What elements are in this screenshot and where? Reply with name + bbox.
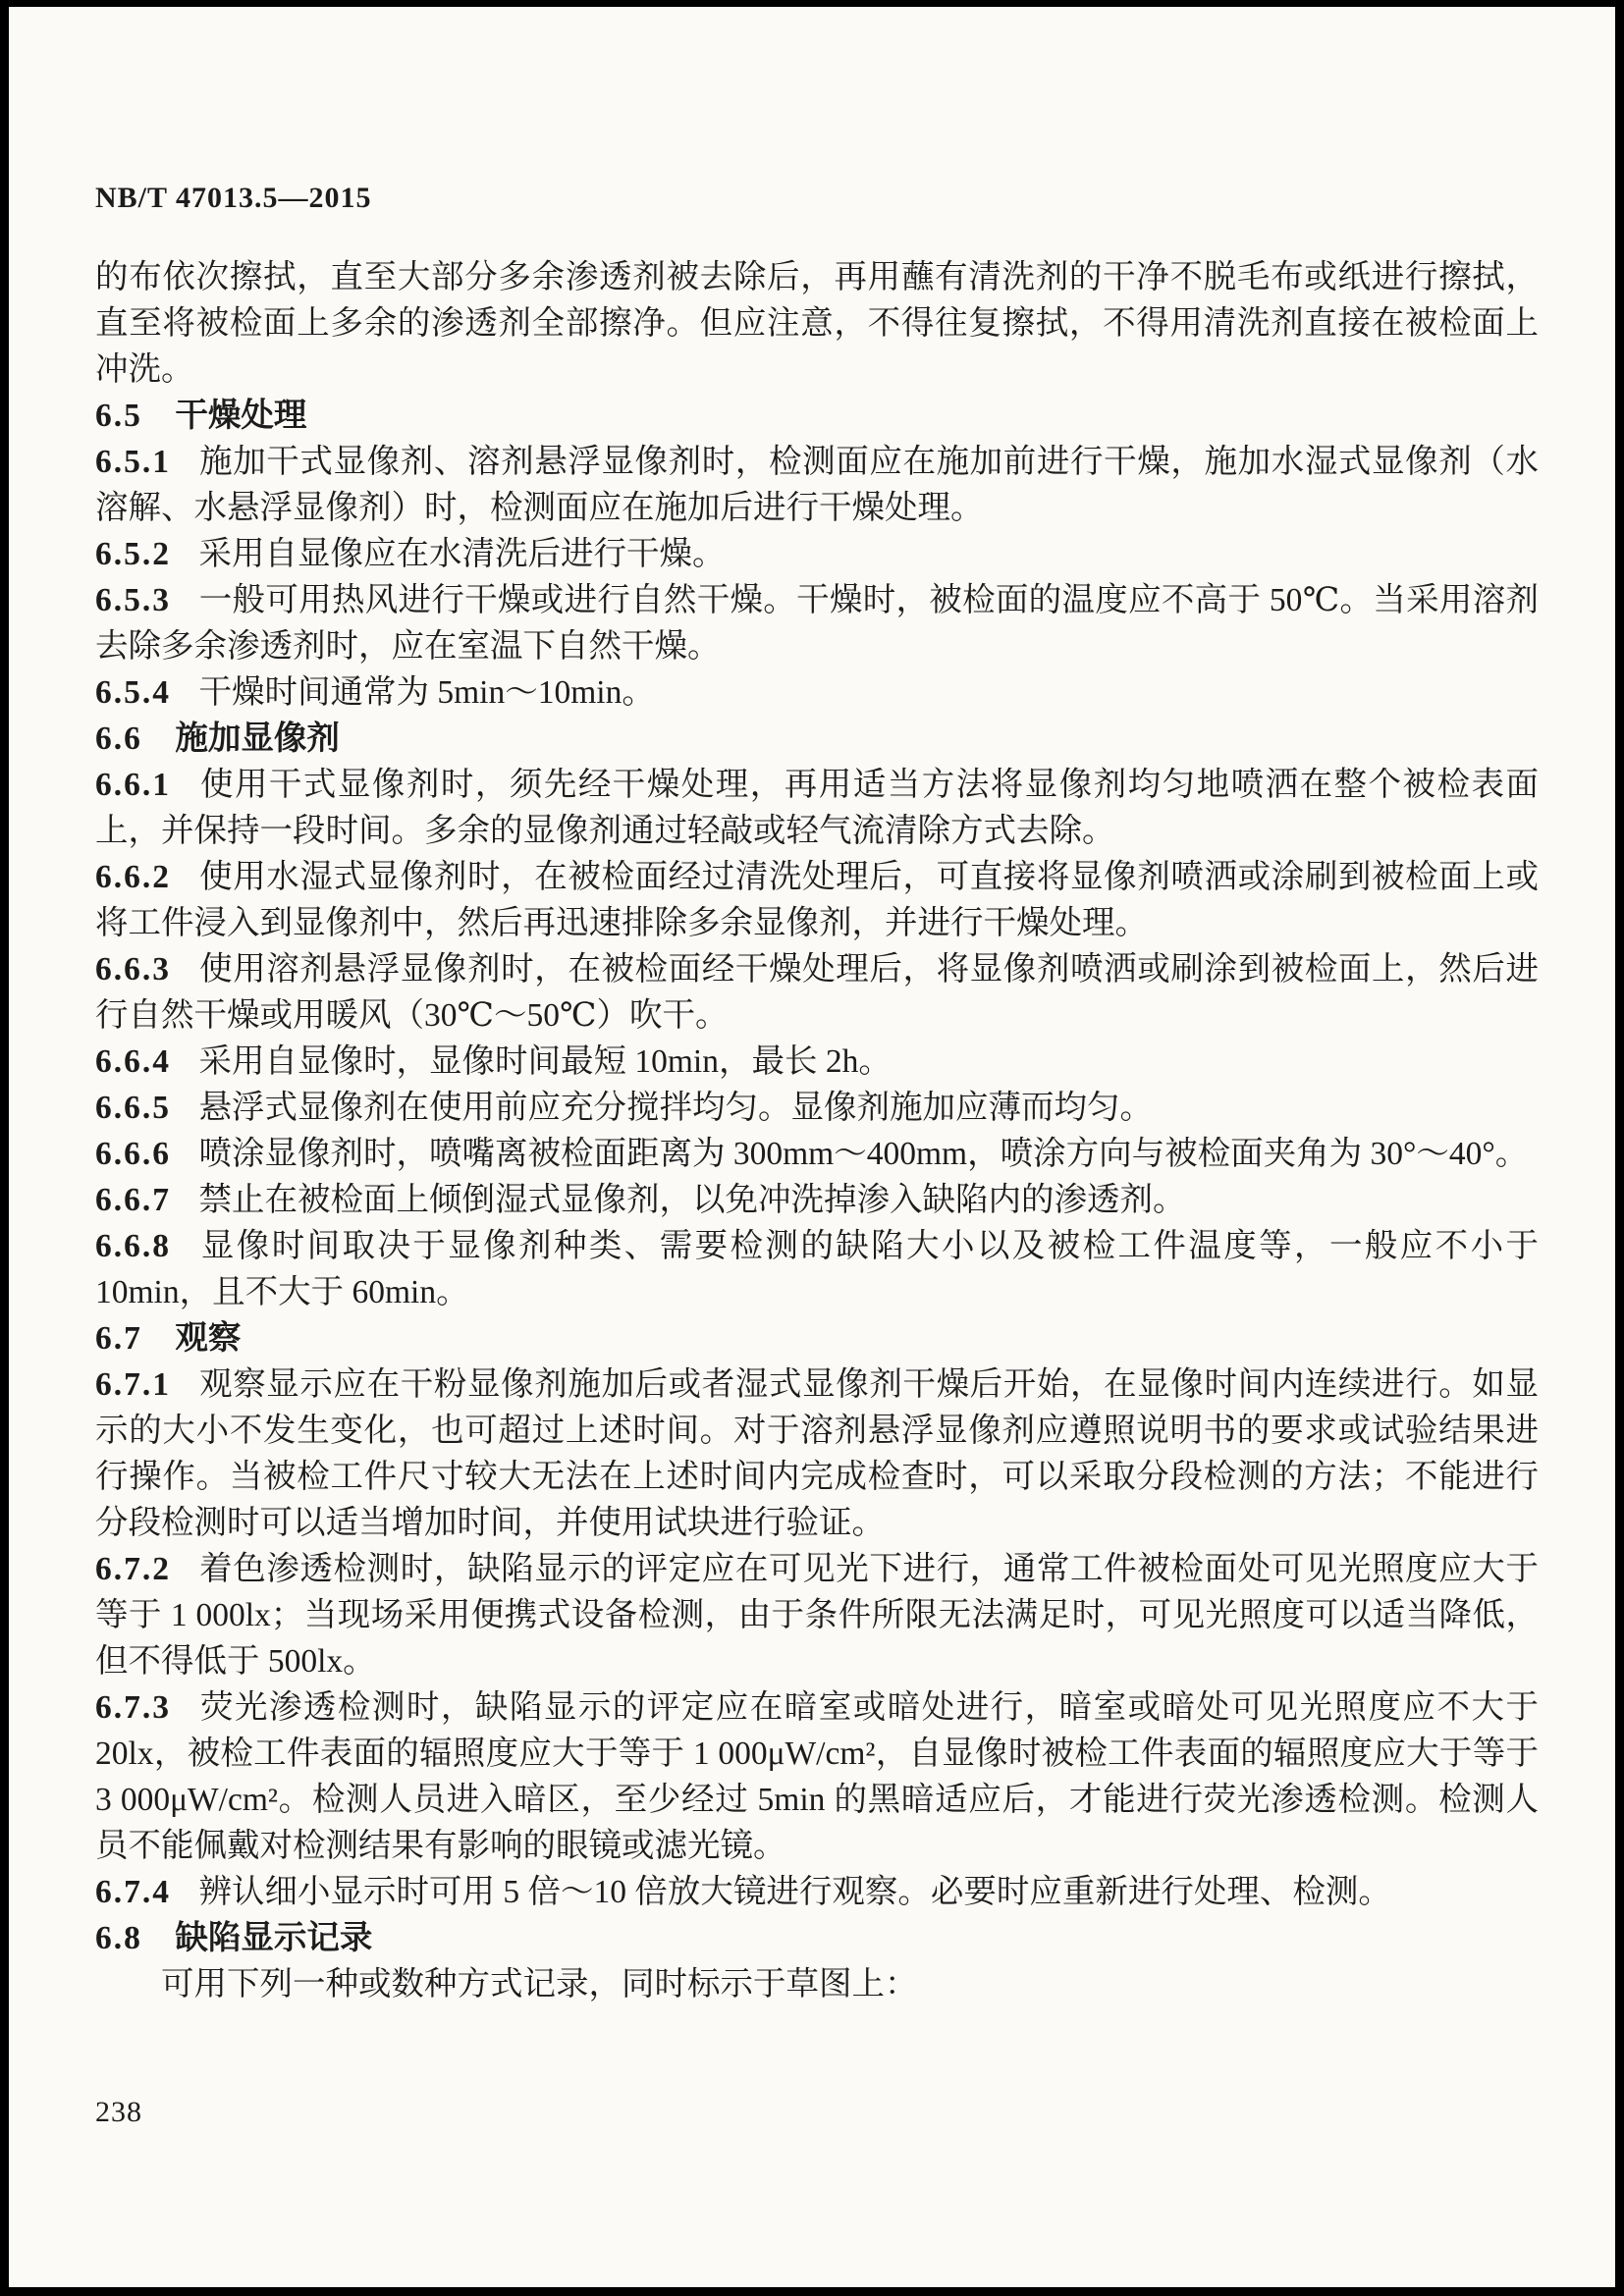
paragraph (95, 762, 1539, 854)
paragraph (95, 1546, 1539, 1684)
clause-text: 使用溶剂悬浮显像剂时，在被检面经干燥处理后，将显像剂喷洒或刷涂到被检面上，然后进行自然干燥或用暖风（30℃～50℃）吹干。 (95, 951, 1539, 1034)
clause-number: 6.7.2 (95, 1551, 171, 1587)
clause-text: 观察 (175, 1320, 242, 1357)
clause-text: 缺陷显示记录 (175, 1920, 373, 1956)
clause-text: 辨认细小显示时可用 5 倍～10 倍放大镜进行观察。必要时应重新进行处理、检测。 (198, 1874, 1391, 1910)
paragraph (95, 531, 1539, 577)
clause-number: 6.6.1 (95, 767, 171, 803)
clause-number: 6.5.1 (95, 444, 171, 480)
clause-text: 施加显像剂 (175, 721, 340, 757)
clause-number: 6.5.2 (95, 536, 171, 572)
clause-number: 6.7 (95, 1320, 142, 1357)
standard-number-header: NB/T 47013.5—2015 (95, 182, 372, 214)
paragraph (95, 1961, 1539, 2007)
clause-number: 6.6.5 (95, 1090, 171, 1126)
paragraph (95, 577, 1539, 669)
paragraph (95, 1223, 1539, 1315)
clause-text: 采用自显像时，显像时间最短 10min，最长 2h。 (198, 1043, 892, 1080)
page-number: 238 (95, 2096, 142, 2128)
clause-number: 6.6 (95, 721, 142, 757)
clause-number: 6.7.3 (95, 1689, 171, 1726)
clause-text: 一般可用热风进行干燥或进行自然干燥。干燥时，被检面的温度应不高于 50℃。当采用溶剂去除多余渗透剂时，应在室温下自然干燥。 (95, 582, 1539, 665)
clause-text: 禁止在被检面上倾倒湿式显像剂，以免冲洗掉渗入缺陷内的渗透剂。 (198, 1182, 1186, 1218)
paragraph (95, 1131, 1539, 1177)
paragraph (95, 1869, 1539, 1915)
paragraph (95, 1915, 1539, 1961)
paragraph (95, 1177, 1539, 1223)
clause-text: 使用水湿式显像剂时，在被检面经过清洗处理后，可直接将显像剂喷洒或涂刷到被检面上或将工件浸入到显像剂中，然后再迅速排除多余显像剂，并进行干燥处理。 (95, 859, 1539, 941)
clause-text: 的布依次擦拭，直至大部分多余渗透剂被去除后，再用蘸有清洗剂的干净不脱毛布或纸进行擦拭，直至将被检面上多余的渗透剂全部擦净。但应注意，不得往复擦拭，不得用清洗剂直接在被检面上冲洗。 (95, 259, 1539, 388)
paragraph (95, 1362, 1539, 1546)
paragraph (95, 946, 1539, 1039)
clause-number: 6.8 (95, 1920, 142, 1956)
paragraph (95, 716, 1539, 762)
clause-text: 干燥处理 (175, 398, 307, 434)
paragraph (95, 439, 1539, 531)
clause-text: 干燥时间通常为 5min～10min。 (198, 674, 655, 711)
clause-number: 6.7.4 (95, 1874, 171, 1910)
clause-number: 6.6.2 (95, 859, 171, 895)
clause-number: 6.6.6 (95, 1136, 171, 1172)
paragraph (95, 669, 1539, 716)
clause-text: 显像时间取决于显像剂种类、需要检测的缺陷大小以及被检工件温度等，一般应不小于 10min，且不大于 60min。 (95, 1228, 1539, 1310)
paragraph (95, 1684, 1539, 1869)
clause-text: 采用自显像应在水清洗后进行干燥。 (198, 536, 726, 572)
paragraph (95, 1085, 1539, 1131)
paragraph (95, 1039, 1539, 1085)
clause-text: 悬浮式显像剂在使用前应充分搅拌均匀。显像剂施加应薄而均匀。 (198, 1090, 1153, 1126)
clause-number: 6.6.8 (95, 1228, 171, 1264)
paragraph (95, 1315, 1539, 1362)
paragraph (95, 393, 1539, 439)
clause-text: 观察显示应在干粉显像剂施加后或者湿式显像剂干燥后开始，在显像时间内连续进行。如显示的大小不发生变化，也可超过上述时间。对于溶剂悬浮显像剂应遵照说明书的要求或试验结果进行操作。当被检工件尺寸较大无法在上述时间内完成检查时，可以采取分段检测的方法；不能进行分段检测时可以适当增加时间，并使用试块进行验证。 (95, 1366, 1539, 1541)
paragraph (95, 254, 1539, 393)
clause-text: 使用干式显像剂时，须先经干燥处理，再用适当方法将显像剂均匀地喷洒在整个被检表面上，并保持一段时间。多余的显像剂通过轻敲或轻气流清除方式去除。 (95, 767, 1539, 849)
clause-number: 6.5 (95, 398, 142, 434)
clause-text: 着色渗透检测时，缺陷显示的评定应在可见光下进行，通常工件被检面处可见光照度应大于等于 1 000lx；当现场采用便携式设备检测，由于条件所限无法满足时，可见光照度可以适当降低，但不得低于 500lx。 (95, 1551, 1539, 1680)
clause-number: 6.6.4 (95, 1043, 171, 1080)
clause-number: 6.5.4 (95, 674, 171, 711)
clause-text: 荧光渗透检测时，缺陷显示的评定应在暗室或暗处进行，暗室或暗处可见光照度应不大于 20lx，被检工件表面的辐照度应大于等于 1 000μW/cm²，自显像时被检工件表面的辐照度应大于等于 3 000μW/cm²。检测人员进入暗区，至少经过 5min 的黑暗适应后，才能进行荧光渗透检测。检测人员不能佩戴对检测结果有影响的眼镜或滤光镜。 (95, 1689, 1539, 1864)
clause-text: 施加干式显像剂、溶剂悬浮显像剂时，检测面应在施加前进行干燥，施加水湿式显像剂（水溶解、水悬浮显像剂）时，检测面应在施加后进行干燥处理。 (95, 444, 1539, 526)
document-page (9, 7, 1615, 2287)
document-body (95, 254, 1539, 2007)
clause-number: 6.6.7 (95, 1182, 171, 1218)
paragraph (95, 854, 1539, 946)
clause-number: 6.7.1 (95, 1366, 171, 1403)
clause-text: 喷涂显像剂时，喷嘴离被检面距离为 300mm～400mm，喷涂方向与被检面夹角为 30°～40°。 (198, 1136, 1529, 1172)
clause-text: 可用下列一种或数种方式记录，同时标示于草图上： (161, 1966, 918, 2002)
clause-number: 6.6.3 (95, 951, 171, 988)
clause-number: 6.5.3 (95, 582, 171, 618)
